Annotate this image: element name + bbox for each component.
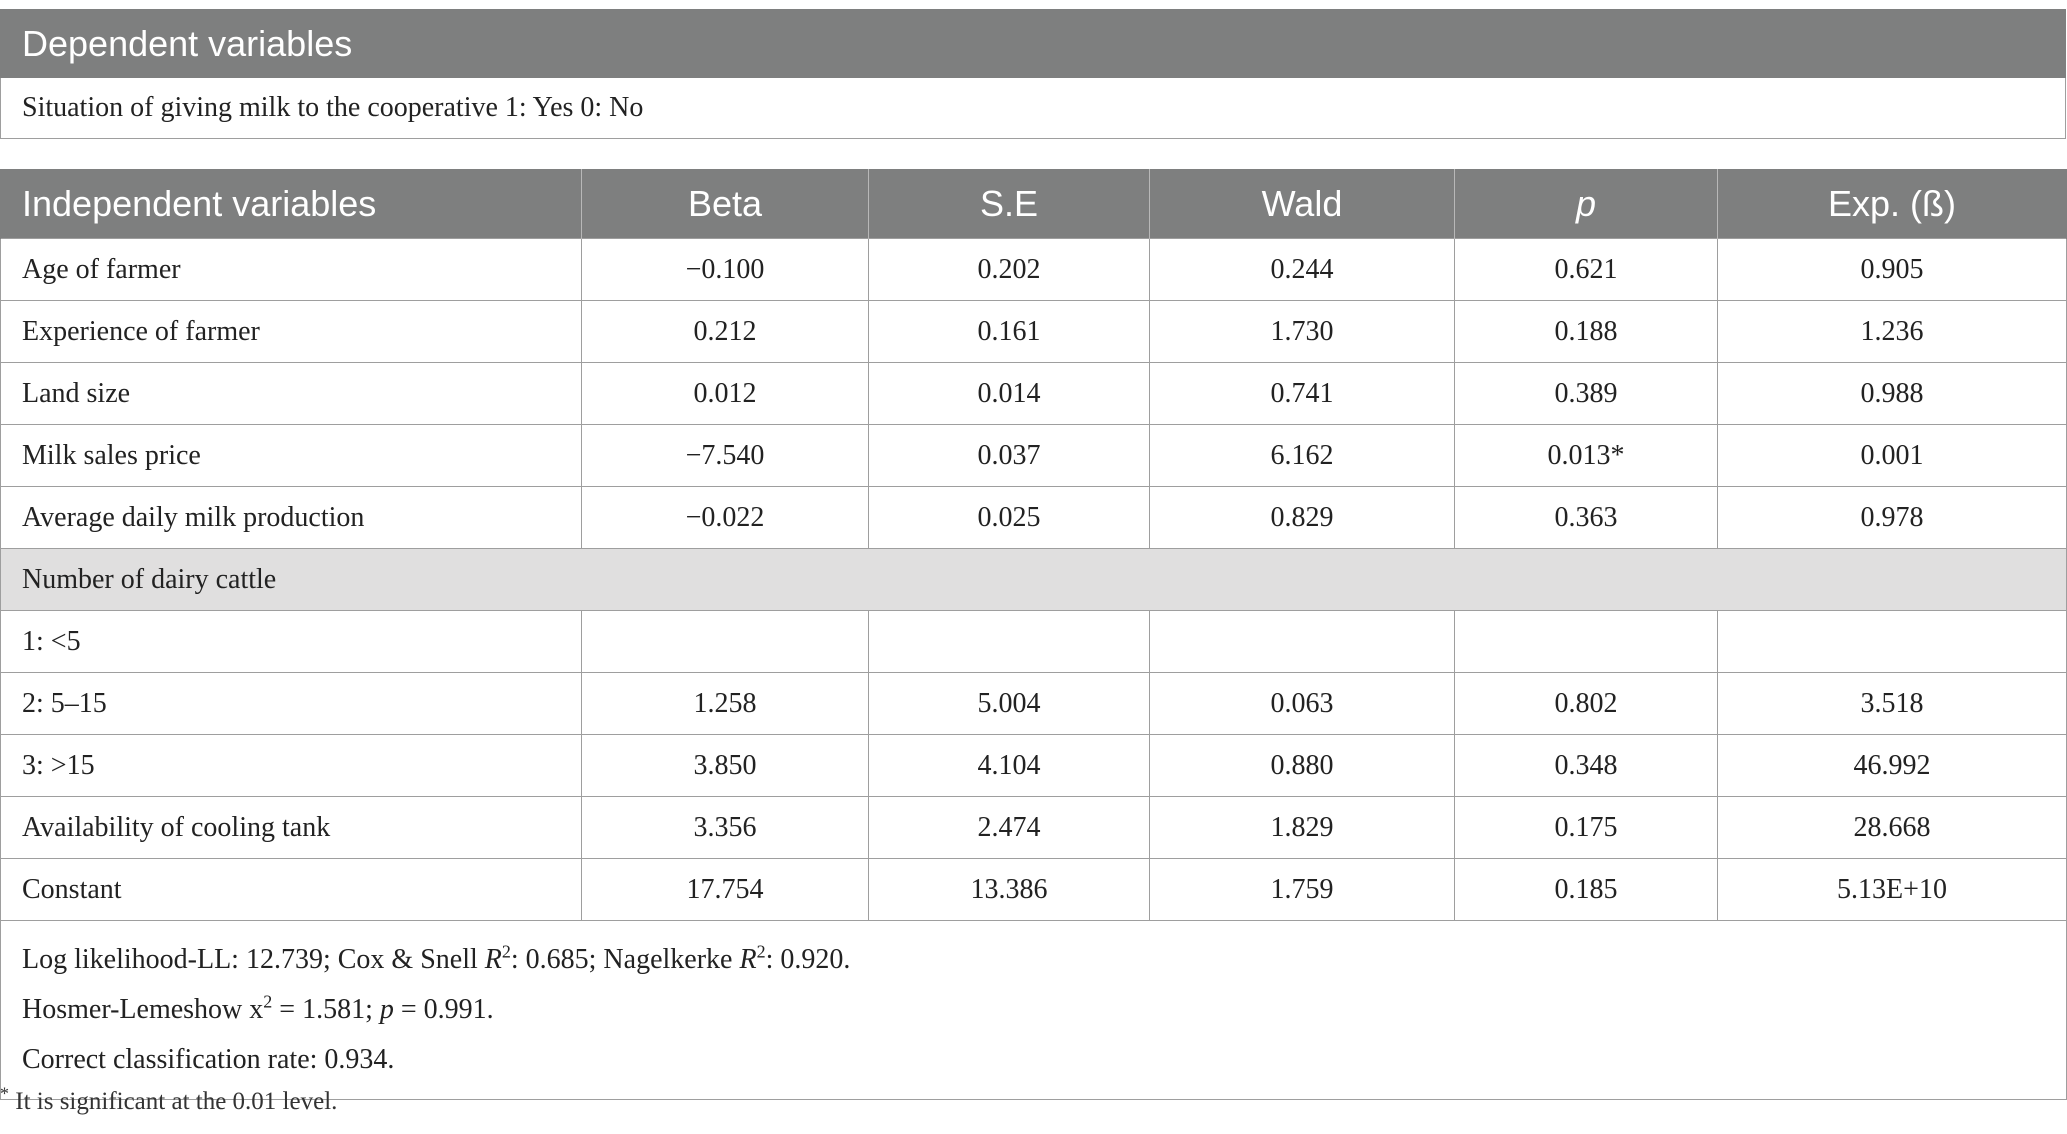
group-header-row xyxy=(1,549,2067,611)
header-se: S.E xyxy=(869,170,1150,239)
beta-cell: 1.258 xyxy=(582,673,869,735)
table-row xyxy=(1,425,2067,487)
se-cell xyxy=(869,611,1150,673)
p-cell: 0.363 xyxy=(1455,487,1718,549)
se-cell: 0.161 xyxy=(869,301,1150,363)
exp-cell xyxy=(1718,611,2067,673)
hosmer-lemeshow-stats: Hosmer-Lemeshow $x^2 = 1.581$; p = 0.991. xyxy=(22,991,494,1025)
p-cell: 0.013* xyxy=(1455,425,1718,487)
exp-cell: 28.668 xyxy=(1718,797,2067,859)
se-cell: 2.474 xyxy=(869,797,1150,859)
row-label: Land size xyxy=(1,363,582,425)
p-cell: 0.188 xyxy=(1455,301,1718,363)
exp-cell: 5.13E+10 xyxy=(1718,859,2067,921)
row-label: Experience of farmer xyxy=(1,301,582,363)
table-row xyxy=(1,673,2067,735)
wald-cell: 0.063 xyxy=(1150,673,1455,735)
dependent-description: Situation of giving milk to the cooperative 1: Yes 0: No xyxy=(1,78,2066,139)
se-cell: 4.104 xyxy=(869,735,1150,797)
se-cell: 5.004 xyxy=(869,673,1150,735)
exp-cell: 1.236 xyxy=(1718,301,2067,363)
beta-cell: 0.212 xyxy=(582,301,869,363)
header-independent-variables: Independent variables xyxy=(1,170,582,239)
header-p-label: p xyxy=(1575,183,1597,224)
regression-table xyxy=(0,169,2067,1100)
beta-cell: 0.012 xyxy=(582,363,869,425)
table-row xyxy=(1,487,2067,549)
row-label: Constant xyxy=(1,859,582,921)
header-wald: Wald xyxy=(1150,170,1455,239)
table-row xyxy=(1,363,2067,425)
p-cell: 0.621 xyxy=(1455,239,1718,301)
beta-cell: 17.754 xyxy=(582,859,869,921)
beta-cell: −7.540 xyxy=(582,425,869,487)
wald-cell: 1.759 xyxy=(1150,859,1455,921)
exp-cell: 0.001 xyxy=(1718,425,2067,487)
exp-cell: 3.518 xyxy=(1718,673,2067,735)
beta-cell: −0.022 xyxy=(582,487,869,549)
exp-cell: 0.905 xyxy=(1718,239,2067,301)
row-label: 2: 5–15 xyxy=(1,673,582,735)
row-label: 3: >15 xyxy=(1,735,582,797)
wald-cell: 1.730 xyxy=(1150,301,1455,363)
p-cell: 0.348 xyxy=(1455,735,1718,797)
p-cell xyxy=(1455,611,1718,673)
se-cell: 13.386 xyxy=(869,859,1150,921)
wald-cell: 0.880 xyxy=(1150,735,1455,797)
footnote: * It is significant at the 0.01 level. xyxy=(0,1083,338,1115)
dependent-header-row xyxy=(1,10,2066,78)
model-stats xyxy=(1,921,2067,1100)
p-cell: 0.175 xyxy=(1455,797,1718,859)
header-beta: Beta xyxy=(582,170,869,239)
wald-cell: 0.829 xyxy=(1150,487,1455,549)
se-cell: 0.037 xyxy=(869,425,1150,487)
p-cell: 0.389 xyxy=(1455,363,1718,425)
row-label: Availability of cooling tank xyxy=(1,797,582,859)
table-row xyxy=(1,859,2067,921)
row-label: Average daily milk production xyxy=(1,487,582,549)
row-label: Age of farmer xyxy=(1,239,582,301)
beta-cell xyxy=(582,611,869,673)
likelihood-stats: Log likelihood-LL: 12.739; Cox & Snell $R^2$: 0.685; Nagelkerke $R^2$: 0.920. xyxy=(22,941,851,975)
exp-cell: 46.992 xyxy=(1718,735,2067,797)
wald-cell: 1.829 xyxy=(1150,797,1455,859)
table-row xyxy=(1,735,2067,797)
dependent-header: Dependent variables xyxy=(1,10,2066,78)
table-header-row xyxy=(1,170,2067,239)
group-label: Number of dairy cattle xyxy=(1,549,2067,611)
se-cell: 0.025 xyxy=(869,487,1150,549)
beta-cell: 3.850 xyxy=(582,735,869,797)
table-row xyxy=(1,611,2067,673)
model-stats-row xyxy=(1,921,2067,1100)
wald-cell: 0.244 xyxy=(1150,239,1455,301)
p-cell: 0.802 xyxy=(1455,673,1718,735)
dependent-description-row xyxy=(1,78,2066,139)
se-cell: 0.202 xyxy=(869,239,1150,301)
classification-rate: Correct classification rate: 0.934. xyxy=(22,1044,395,1075)
header-exp-beta: Exp. (ß) xyxy=(1718,170,2067,239)
wald-cell: 6.162 xyxy=(1150,425,1455,487)
exp-cell: 0.988 xyxy=(1718,363,2067,425)
wald-cell xyxy=(1150,611,1455,673)
table-row xyxy=(1,797,2067,859)
se-cell: 0.014 xyxy=(869,363,1150,425)
beta-cell: 3.356 xyxy=(582,797,869,859)
wald-cell: 0.741 xyxy=(1150,363,1455,425)
p-cell: 0.185 xyxy=(1455,859,1718,921)
header-p xyxy=(1455,170,1718,239)
exp-cell: 0.978 xyxy=(1718,487,2067,549)
table-row xyxy=(1,239,2067,301)
row-label: Milk sales price xyxy=(1,425,582,487)
row-label: 1: <5 xyxy=(1,611,582,673)
table-row xyxy=(1,301,2067,363)
dependent-variables-table xyxy=(0,9,2066,139)
beta-cell: −0.100 xyxy=(582,239,869,301)
